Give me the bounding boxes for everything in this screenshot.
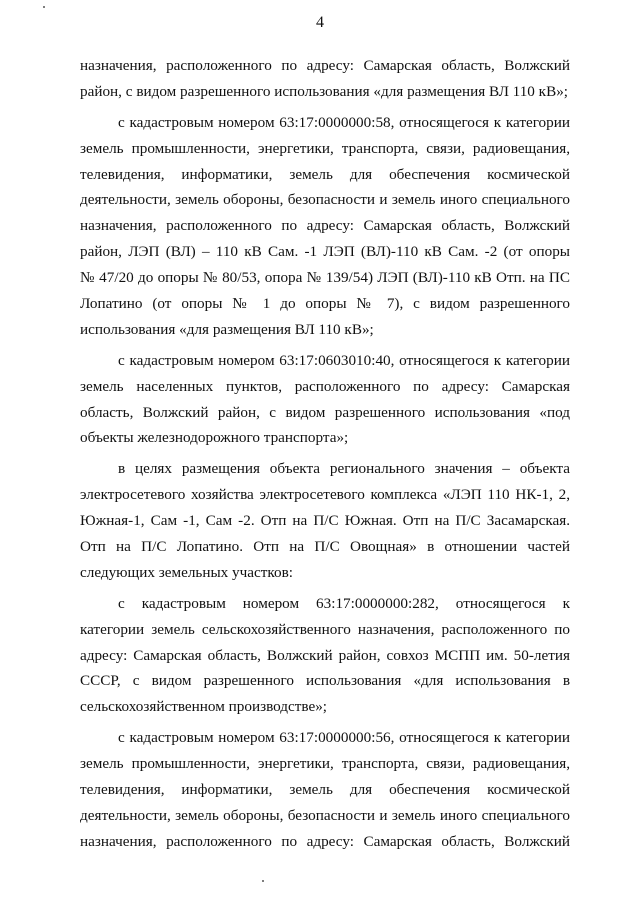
text-line: № 47/20 до опоры № 80/53, опора № 139/54) ЛЭП (ВЛ)-110 кВ Отп. на ПС bbox=[80, 269, 570, 287]
text-line: сельскохозяйственном производстве»; bbox=[80, 698, 328, 716]
paragraph bbox=[80, 456, 570, 585]
text-line: Южная-1, Сам -1, Сам -2. Отп на П/С Южная. Отп на П/С Засамарская. bbox=[80, 512, 570, 530]
text-line: земель промышленности, энергетики, транспорта, связи, радиовещания, bbox=[80, 755, 570, 773]
scan-speck bbox=[43, 6, 45, 8]
text-line: с кадастровым номером 63:17:0603010:40, относящегося к категории bbox=[118, 351, 570, 369]
text-line: назначения, расположенного по адресу: Самарская область, Волжский bbox=[80, 217, 570, 235]
text-line: область, Волжский район, с видом разрешенного использования «под bbox=[80, 403, 570, 421]
text-line: следующих земельных участков: bbox=[80, 563, 294, 581]
text-line: земель населенных пунктов, расположенного по адресу: Самарская bbox=[80, 377, 570, 395]
paragraph bbox=[80, 725, 570, 854]
paragraph bbox=[80, 348, 570, 452]
text-line: с кадастровым номером 63:17:0000000:282, относящегося к bbox=[118, 594, 570, 612]
text-line: адресу: Самарская область, Волжский район, совхоз МСПП им. 50-летия bbox=[80, 646, 570, 664]
text-line: земель промышленности, энергетики, транспорта, связи, радиовещания, bbox=[80, 139, 570, 157]
text-line: район, ЛЭП (ВЛ) – 110 кВ Сам. -1 ЛЭП (ВЛ)-110 кВ Сам. -2 (от опоры bbox=[80, 243, 570, 261]
document-body bbox=[80, 53, 570, 855]
text-line: СССР, с видом разрешенного использования «для использования в bbox=[80, 672, 570, 690]
text-line: деятельности, земель обороны, безопасности и земель иного специального bbox=[80, 191, 570, 209]
text-line: назначения, расположенного по адресу: Самарская область, Волжский bbox=[80, 832, 570, 850]
text-line: район, с видом разрешенного использования «для размещения ВЛ 110 кВ»; bbox=[80, 82, 569, 100]
paragraph bbox=[80, 110, 570, 343]
text-line: Лопатино (от опоры № 1 до опоры № 7), с видом разрешенного bbox=[80, 295, 570, 313]
text-line: электросетевого хозяйства электросетевого комплекса «ЛЭП 110 НК-1, 2, bbox=[80, 486, 570, 504]
text-line: с кадастровым номером 63:17:0000000:56, относящегося к категории bbox=[118, 729, 570, 747]
text-line: в целях размещения объекта регионального значения – объекта bbox=[118, 460, 570, 478]
paragraph bbox=[80, 53, 570, 105]
text-line: с кадастровым номером 63:17:0000000:58, относящегося к категории bbox=[118, 113, 570, 131]
text-line: объекты железнодорожного транспорта»; bbox=[80, 429, 349, 447]
paragraph bbox=[80, 591, 570, 720]
page-number: 4 bbox=[316, 14, 324, 31]
text-line: использования «для размещения ВЛ 110 кВ»; bbox=[80, 320, 374, 338]
text-line: деятельности, земель обороны, безопасности и земель иного специального bbox=[80, 806, 570, 824]
text-line: Отп на П/С Лопатино. Отп на П/С Овощная» в отношении частей bbox=[80, 538, 570, 556]
text-line: телевидения, информатики, земель для обеспечения космической bbox=[80, 781, 570, 799]
scan-speck bbox=[262, 880, 264, 882]
text-line: телевидения, информатики, земель для обеспечения космической bbox=[80, 165, 570, 183]
text-line: категории земель сельскохозяйственного назначения, расположенного по bbox=[80, 620, 570, 638]
text-line: назначения, расположенного по адресу: Самарская область, Волжский bbox=[80, 57, 570, 74]
